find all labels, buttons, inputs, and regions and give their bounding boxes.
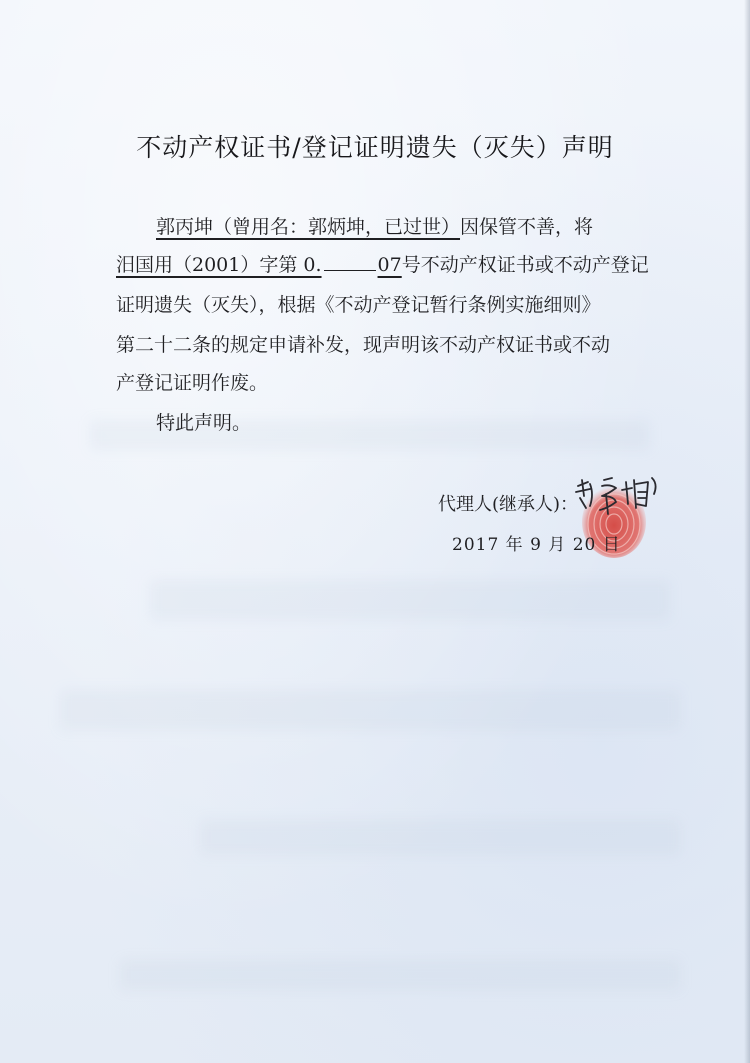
scan-smudge <box>150 580 670 620</box>
body-line-4: 第二十二条的规定申请补发，现声明该不动产权证书或不动 <box>116 334 611 356</box>
declaration-date: 2017 年 9 月 20 日 <box>452 535 621 555</box>
certificate-number-blank <box>324 252 376 271</box>
document-title: 不动产权证书/登记证明遗失（灭失）声明 <box>136 133 614 162</box>
body-line-2 <box>116 246 649 284</box>
body-line-1 <box>156 208 593 246</box>
owner-name: 郭丙坤（曾用名：郭炳坤，已过世） <box>156 216 461 238</box>
body-line-5: 产登记证明作废。 <box>116 372 269 394</box>
body-line-2-rest: 号不动产权证书或不动产登记 <box>401 254 649 276</box>
closing-statement: 特此声明。 <box>156 412 252 434</box>
scan-smudge <box>120 960 680 990</box>
agent-label: 代理人(继承人)： <box>438 494 579 515</box>
body-line-1-rest: 因保管不善，将 <box>460 216 594 238</box>
scan-smudge <box>60 690 680 730</box>
certificate-number-suffix: 07 <box>377 254 402 276</box>
certificate-number-prefix: 汨国用（2001）字第 0. <box>116 254 322 276</box>
scan-smudge <box>200 820 680 855</box>
body-line-3: 证明遗失（灭失），根据《不动产登记暂行条例实施细则》 <box>116 294 601 316</box>
handwritten-signature <box>572 474 664 524</box>
